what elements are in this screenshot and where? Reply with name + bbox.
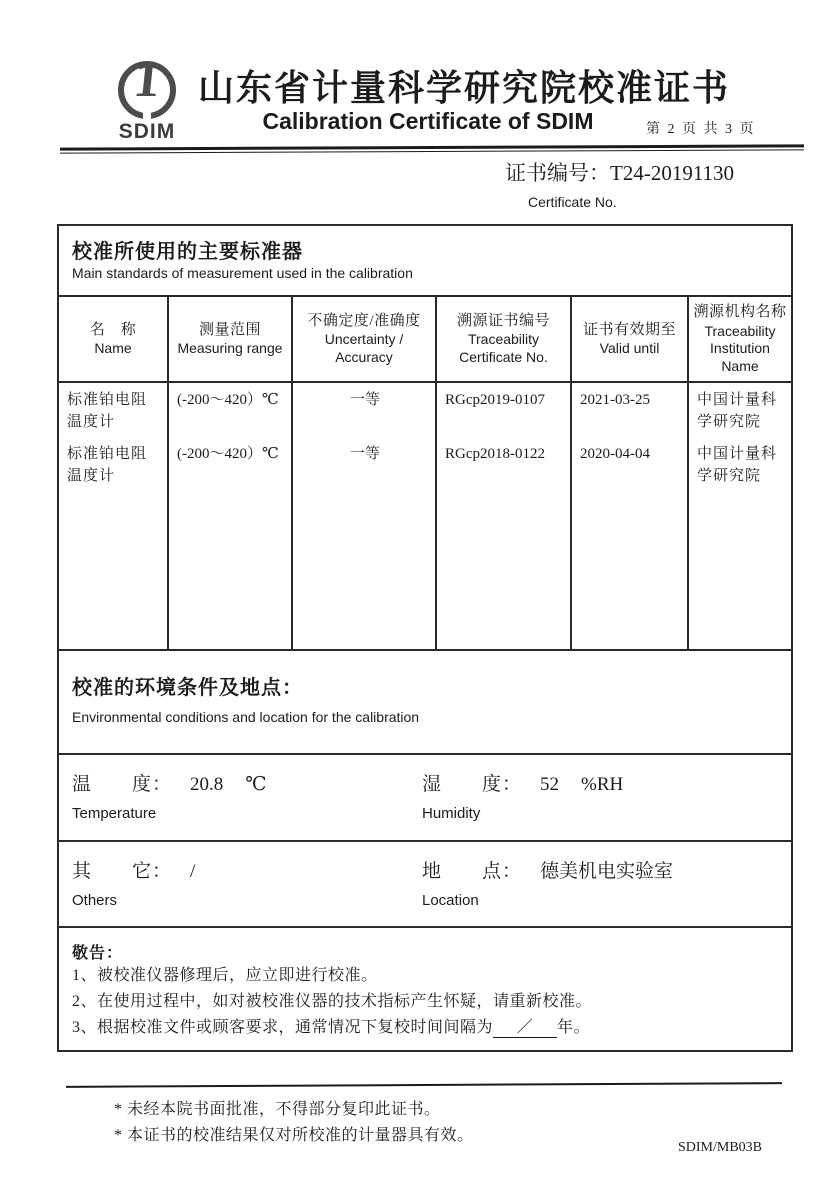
- table-cell: 中国计量科学研究院: [697, 392, 778, 430]
- certificate-number-value: T24-20191130: [610, 161, 735, 185]
- column-valid-until: [572, 297, 689, 649]
- column-header-uncertainty: [293, 297, 435, 383]
- column-header-valid-until: [572, 297, 687, 383]
- humidity-unit: %RH: [581, 774, 624, 795]
- header-name-cn: 名 称: [89, 321, 137, 338]
- location-value: 德美机电实验室: [540, 861, 674, 882]
- column-body-cert-no: [437, 383, 570, 498]
- column-name: [59, 297, 169, 649]
- table-cell: (-200～420）℃: [177, 446, 279, 462]
- humidity-field: [422, 769, 623, 822]
- table-cell: 一等: [349, 392, 380, 408]
- header-range-en: Measuring range: [177, 340, 283, 356]
- temperature-unit: ℃: [245, 774, 267, 795]
- header-range-cn: 测量范围: [198, 321, 261, 338]
- notice-item-3-text: 3、根据校准文件或顾客要求，通常情况下复校时间间隔为: [72, 1019, 494, 1036]
- others-field: [72, 856, 195, 909]
- header-name-en: Name: [94, 340, 132, 356]
- header-institution-en: Traceability Institution Name: [704, 322, 776, 374]
- others-label-cn: 其 它：: [72, 861, 173, 882]
- logo-text: SDIM: [118, 120, 176, 143]
- certificate-number: [505, 157, 734, 187]
- page-title-cn: 山东省计量科学研究院校准证书: [198, 68, 731, 108]
- environment-title-en: Environmental conditions and location for the calibration: [72, 709, 420, 725]
- humidity-label-en: Humidity: [422, 805, 481, 822]
- table-cell: 标准铂电阻温度计: [67, 392, 148, 430]
- column-cert-no: [437, 297, 572, 649]
- environment-title-cn: 校准的环境条件及地点：: [72, 677, 303, 699]
- header-institution-cn: 溯源机构名称: [693, 304, 787, 320]
- notice-item-3: [72, 1015, 791, 1041]
- header-uncertainty-cn: 不确定度/准确度: [307, 312, 421, 329]
- column-body-uncertainty: [293, 383, 435, 498]
- sdim-logo-mark-icon: [115, 51, 179, 122]
- sdim-logo: [94, 51, 200, 144]
- standards-table: [59, 295, 791, 649]
- main-content-box: [57, 224, 793, 1052]
- header-valid-until-en: Valid until: [599, 340, 660, 356]
- logo-numeral: 1: [131, 51, 163, 108]
- temperature-field: [72, 769, 267, 822]
- notice-item-2: 2、在使用过程中，如对被校准仪器的技术指标产生怀疑，请重新校准。: [72, 993, 593, 1010]
- column-header-cert-no: [437, 297, 570, 383]
- notice-item-3-suffix: 年。: [557, 1019, 591, 1036]
- header-divider: [60, 144, 804, 153]
- temperature-label-en: Temperature: [72, 805, 157, 822]
- column-uncertainty: [293, 297, 437, 649]
- notice-item-3-blank: ／: [493, 1019, 557, 1038]
- others-location-row: [59, 840, 791, 926]
- table-cell: (-200～420）℃: [177, 392, 279, 408]
- humidity-value: 52: [540, 774, 560, 795]
- header-uncertainty-en: Uncertainty / Accuracy: [324, 331, 404, 365]
- temperature-label-cn: 温 度：: [72, 774, 173, 795]
- location-label-en: Location: [422, 892, 479, 909]
- column-range: [169, 297, 293, 649]
- table-cell: 一等: [349, 446, 380, 462]
- column-header-range: [169, 297, 291, 383]
- table-cell: 标准铂电阻温度计: [67, 446, 148, 484]
- temperature-value: 20.8: [190, 774, 224, 795]
- footer-note-1: * 未经本院书面批准，不得部分复印此证书。: [114, 1101, 441, 1118]
- table-cell: 2020-04-04: [580, 446, 650, 462]
- column-body-institution: [689, 383, 791, 498]
- footer-note-2: * 本证书的校准结果仅对所校准的计量器具有效。: [114, 1127, 474, 1144]
- column-body-range: [169, 383, 291, 498]
- notice-item-1: 1、被校准仪器修理后，应立即进行校准。: [72, 967, 378, 984]
- others-value: /: [190, 861, 196, 882]
- column-institution: [689, 297, 791, 649]
- temperature-humidity-row: [59, 753, 791, 840]
- column-body-name: [59, 383, 167, 498]
- humidity-label-cn: 湿 度：: [422, 774, 523, 795]
- standards-section-title-cn: 校准所使用的主要标准器: [72, 241, 303, 263]
- table-cell: 中国计量科学研究院: [697, 446, 778, 484]
- header-valid-until-cn: 证书有效期至: [582, 321, 676, 338]
- location-field: [422, 856, 673, 909]
- table-cell: 2021-03-25: [580, 392, 650, 408]
- table-cell: RGcp2019-0107: [445, 392, 545, 408]
- header-cert-no-en: Traceability Certificate No.: [459, 331, 548, 365]
- footer-divider: [66, 1082, 782, 1088]
- notice-title: 敬告：: [72, 945, 124, 962]
- others-label-en: Others: [72, 892, 118, 909]
- page-title-en: Calibration Certificate of SDIM: [262, 108, 594, 134]
- column-header-institution: [689, 297, 791, 383]
- environment-section-header: [59, 649, 791, 753]
- certificate-number-label: 证书编号：: [505, 161, 610, 185]
- notice-section: [59, 926, 791, 1052]
- page-number: 第 2 页 共 3 页: [646, 122, 756, 137]
- column-body-valid-until: [572, 383, 687, 498]
- column-header-name: [59, 297, 167, 383]
- form-code: SDIM/MB03B: [678, 1140, 763, 1155]
- standards-section-title-en: Main standards of measurement used in the calibration: [72, 265, 413, 281]
- header-cert-no-cn: 溯源证书编号: [456, 312, 550, 329]
- location-label-cn: 地 点：: [422, 861, 523, 882]
- certificate-number-label-en: Certificate No.: [528, 194, 617, 210]
- table-cell: RGcp2018-0122: [445, 446, 545, 462]
